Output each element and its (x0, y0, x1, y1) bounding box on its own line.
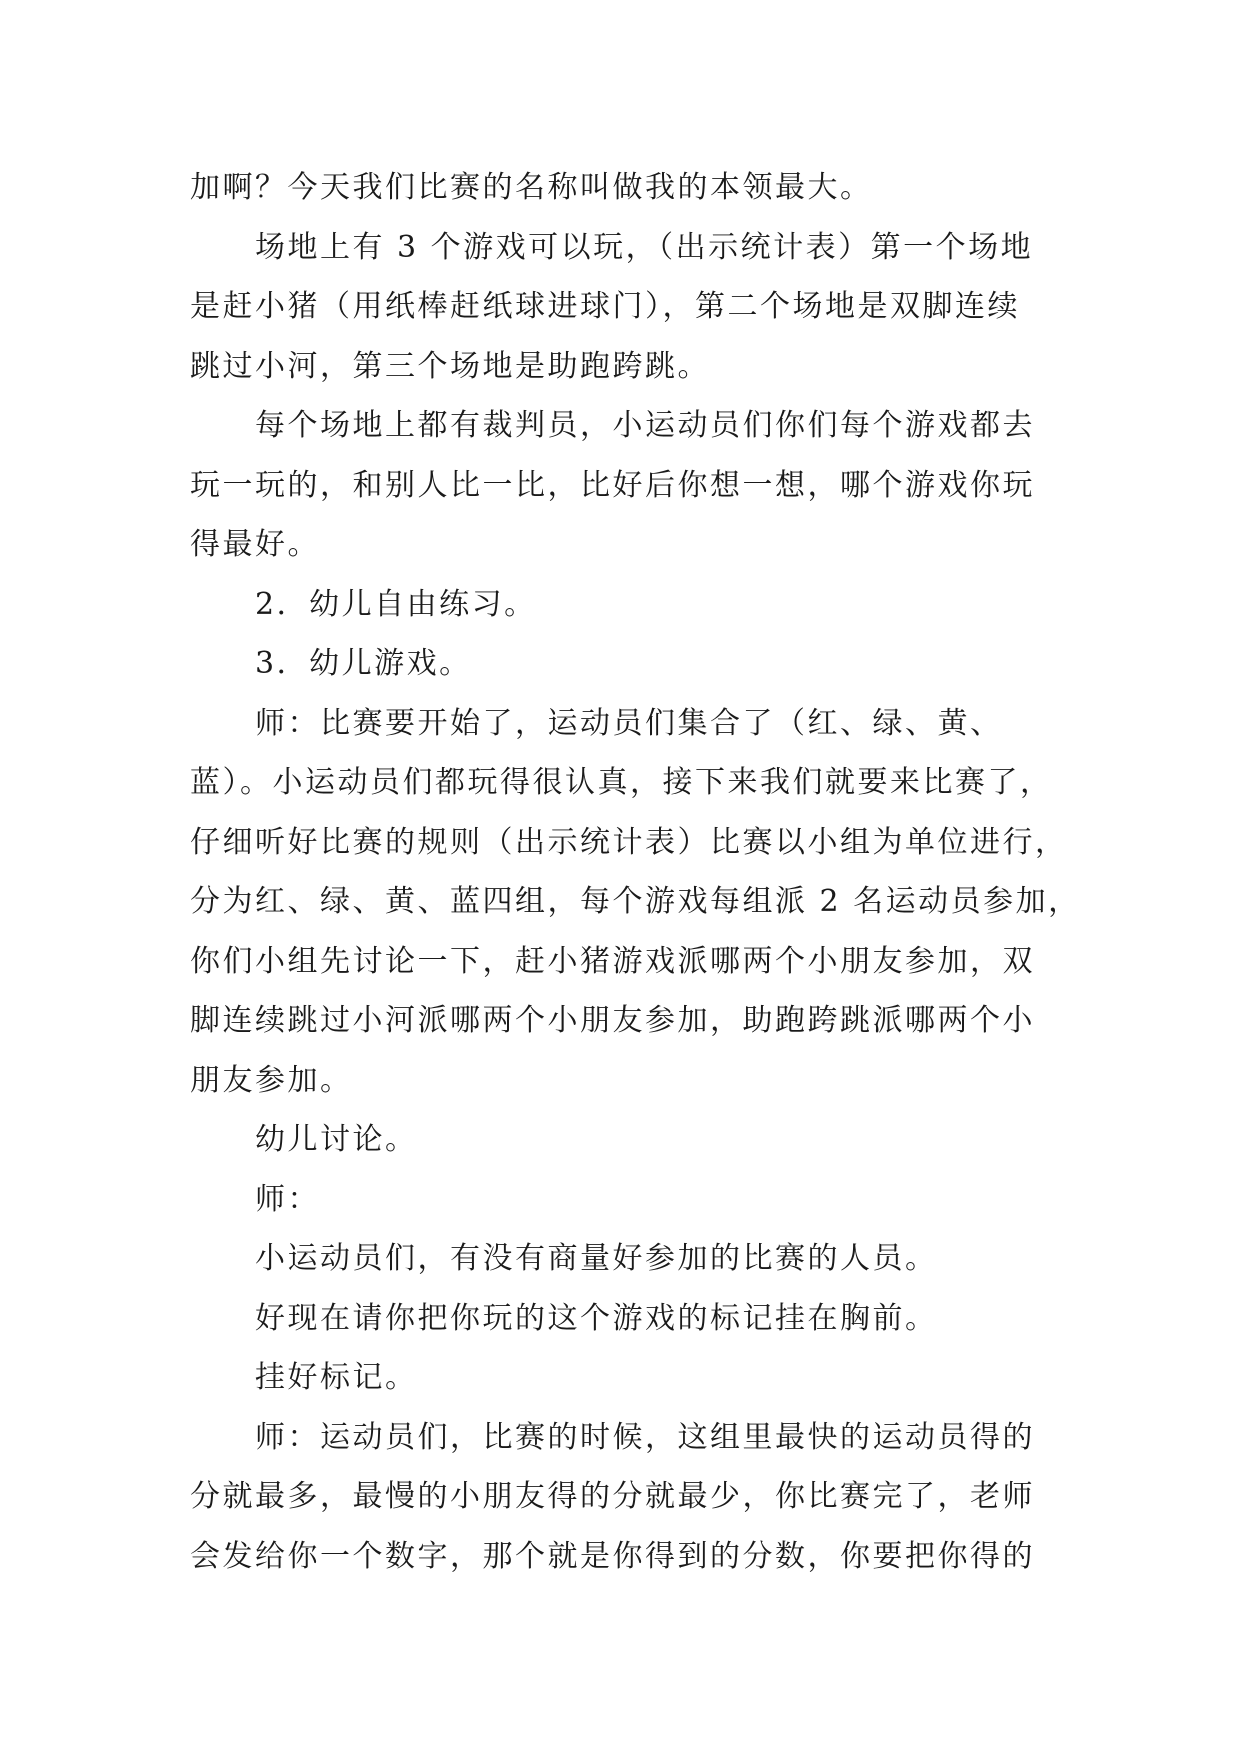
text-line: 脚连续跳过小河派哪两个小朋友参加，助跑跨跳派哪两个小 (190, 1003, 1035, 1038)
text-line: 师：比赛要开始了，运动员们集合了（红、绿、黄、 (255, 705, 1003, 741)
text-line: 仔细听好比赛的规则（出示统计表）比赛以小组为单位进行， (190, 824, 1068, 860)
text-line: 分就最多，最慢的小朋友得的分就最少，你比赛完了，老师 (190, 1479, 1035, 1514)
text-line: 玩一玩的，和别人比一比，比好后你想一想，哪个游戏你玩 (190, 467, 1035, 503)
text-line: 小运动员们，有没有商量好参加的比赛的人员。 (255, 1241, 938, 1276)
text-line: 师：运动员们，比赛的时候，这组里最快的运动员得的 (255, 1419, 1035, 1455)
text-line: 是赶小猪（用纸棒赶纸球进球门），第二个场地是双脚连续 (190, 289, 1020, 324)
text-line: 每个场地上都有裁判员，小运动员们你们每个游戏都去 (255, 408, 1035, 443)
text-line: 得最好。 (190, 527, 320, 562)
text-line: 分为红、绿、黄、蓝四组，每个游戏每组派 2 名运动员参加， (190, 884, 1081, 919)
text-line: 蓝）。小运动员们都玩得很认真，接下来我们就要来比赛了， (190, 765, 1053, 800)
text-line: 挂好标记。 (255, 1360, 418, 1395)
text-line: 2．幼儿自由练习。 (255, 586, 537, 622)
text-line: 3．幼儿游戏。 (255, 646, 472, 681)
text-line: 师： (255, 1181, 320, 1217)
text-line: 跳过小河，第三个场地是助跑跨跳。 (190, 348, 710, 384)
document-body (190, 158, 1081, 1586)
text-line: 会发给你一个数字，那个就是你得到的分数，你要把你得的 (190, 1538, 1035, 1574)
text-line: 加啊？今天我们比赛的名称叫做我的本领最大。 (190, 170, 873, 205)
text-line: 朋友参加。 (190, 1062, 353, 1098)
text-line: 场地上有 3 个游戏可以玩，（出示统计表）第一个场地 (255, 229, 1034, 265)
text-line: 幼儿讨论。 (255, 1122, 418, 1157)
text-line: 好现在请你把你玩的这个游戏的标记挂在胸前。 (255, 1300, 938, 1336)
text-line: 你们小组先讨论一下，赶小猪游戏派哪两个小朋友参加，双 (190, 943, 1035, 979)
